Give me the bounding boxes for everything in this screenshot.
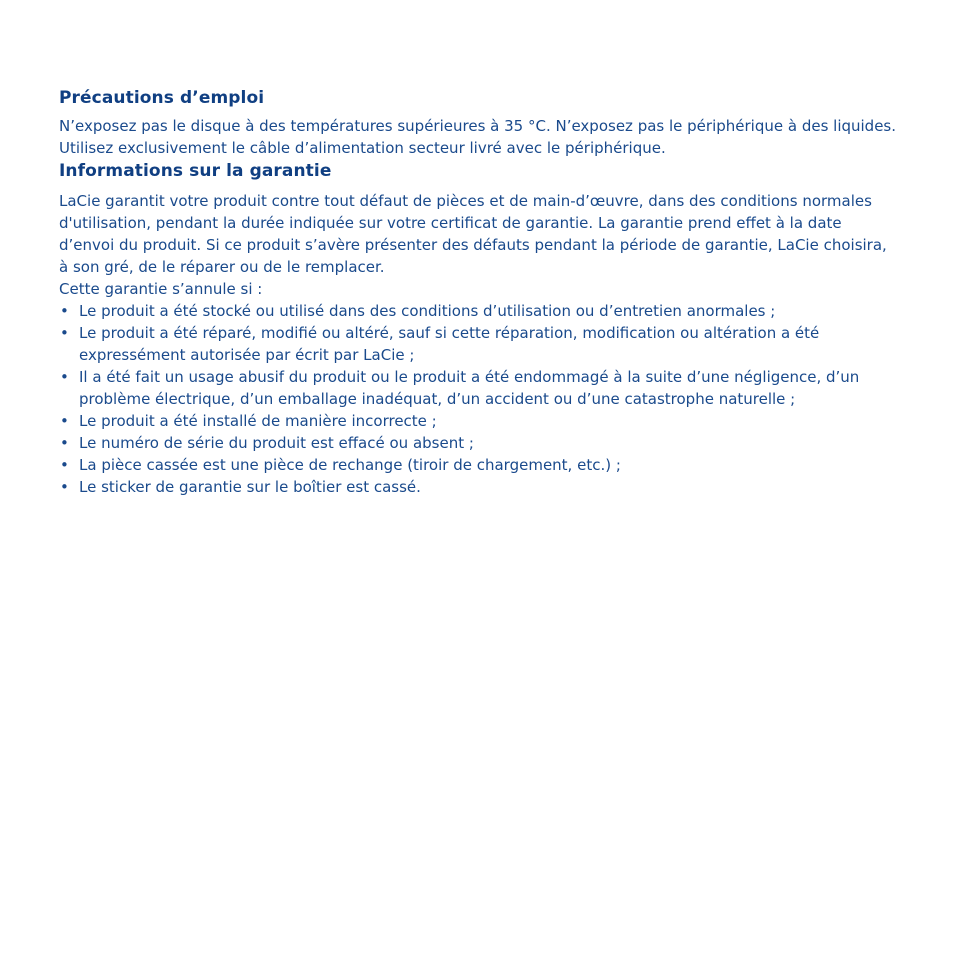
list-item-text: Le numéro de série du produit est effacé ou absent ;	[79, 434, 474, 452]
bullet-icon: •	[60, 324, 69, 342]
bullet-icon: •	[60, 412, 69, 430]
document-page	[59, 86, 899, 498]
list-item-text: Le sticker de garantie sur le boîtier est cassé.	[79, 478, 421, 496]
bullet-icon: •	[60, 302, 69, 320]
bullet-icon: •	[60, 456, 69, 474]
warranty-void-list	[59, 300, 899, 498]
list-item	[59, 476, 899, 498]
bullet-icon: •	[60, 478, 69, 496]
section-title-warranty: Informations sur la garantie	[59, 161, 332, 181]
section-title-precautions: Précautions d’emploi	[59, 88, 265, 108]
list-item	[59, 410, 899, 432]
list-item	[59, 366, 899, 410]
paragraph-warranty-void-intro: Cette garantie s’annule si :	[59, 280, 263, 298]
list-item-text: Il a été fait un usage abusif du produit ou le produit a été endommagé à la suite d’une négligence, d’un problème électrique, d’un emballage inadéquat, d’un accident ou d’une catastrophe naturelle ;	[79, 368, 860, 408]
list-item-text: Le produit a été installé de manière incorrecte ;	[79, 412, 437, 430]
list-item-text: Le produit a été réparé, modifié ou altéré, sauf si cette réparation, modification ou altération a été expressément autorisée par écrit par LaCie ;	[79, 324, 820, 364]
list-item	[59, 432, 899, 454]
bullet-icon: •	[60, 368, 69, 386]
list-item-text: La pièce cassée est une pièce de rechange (tiroir de chargement, etc.) ;	[79, 456, 621, 474]
list-item	[59, 454, 899, 476]
list-item	[59, 300, 899, 322]
list-item	[59, 322, 899, 366]
list-item-text: Le produit a été stocké ou utilisé dans des conditions d’utilisation ou d’entretien anormales ;	[79, 302, 776, 320]
bullet-icon: •	[60, 434, 69, 452]
paragraph-warranty: LaCie garantit votre produit contre tout défaut de pièces et de main-d’œuvre, dans des conditions normales d'utilisation, pendant la durée indiquée sur votre certificat de garantie. La garantie prend effet à la date d’envoi du produit. Si ce produit s’avère présenter des défauts pendant la période de garantie, LaCie choisira, à son gré, de le réparer ou de le remplacer.	[59, 192, 887, 276]
paragraph-precautions: N’exposez pas le disque à des températures supérieures à 35 °C. N’exposez pas le périphérique à des liquides. Utilisez exclusivement le câble d’alimentation secteur livré avec le périphérique.	[59, 117, 897, 157]
